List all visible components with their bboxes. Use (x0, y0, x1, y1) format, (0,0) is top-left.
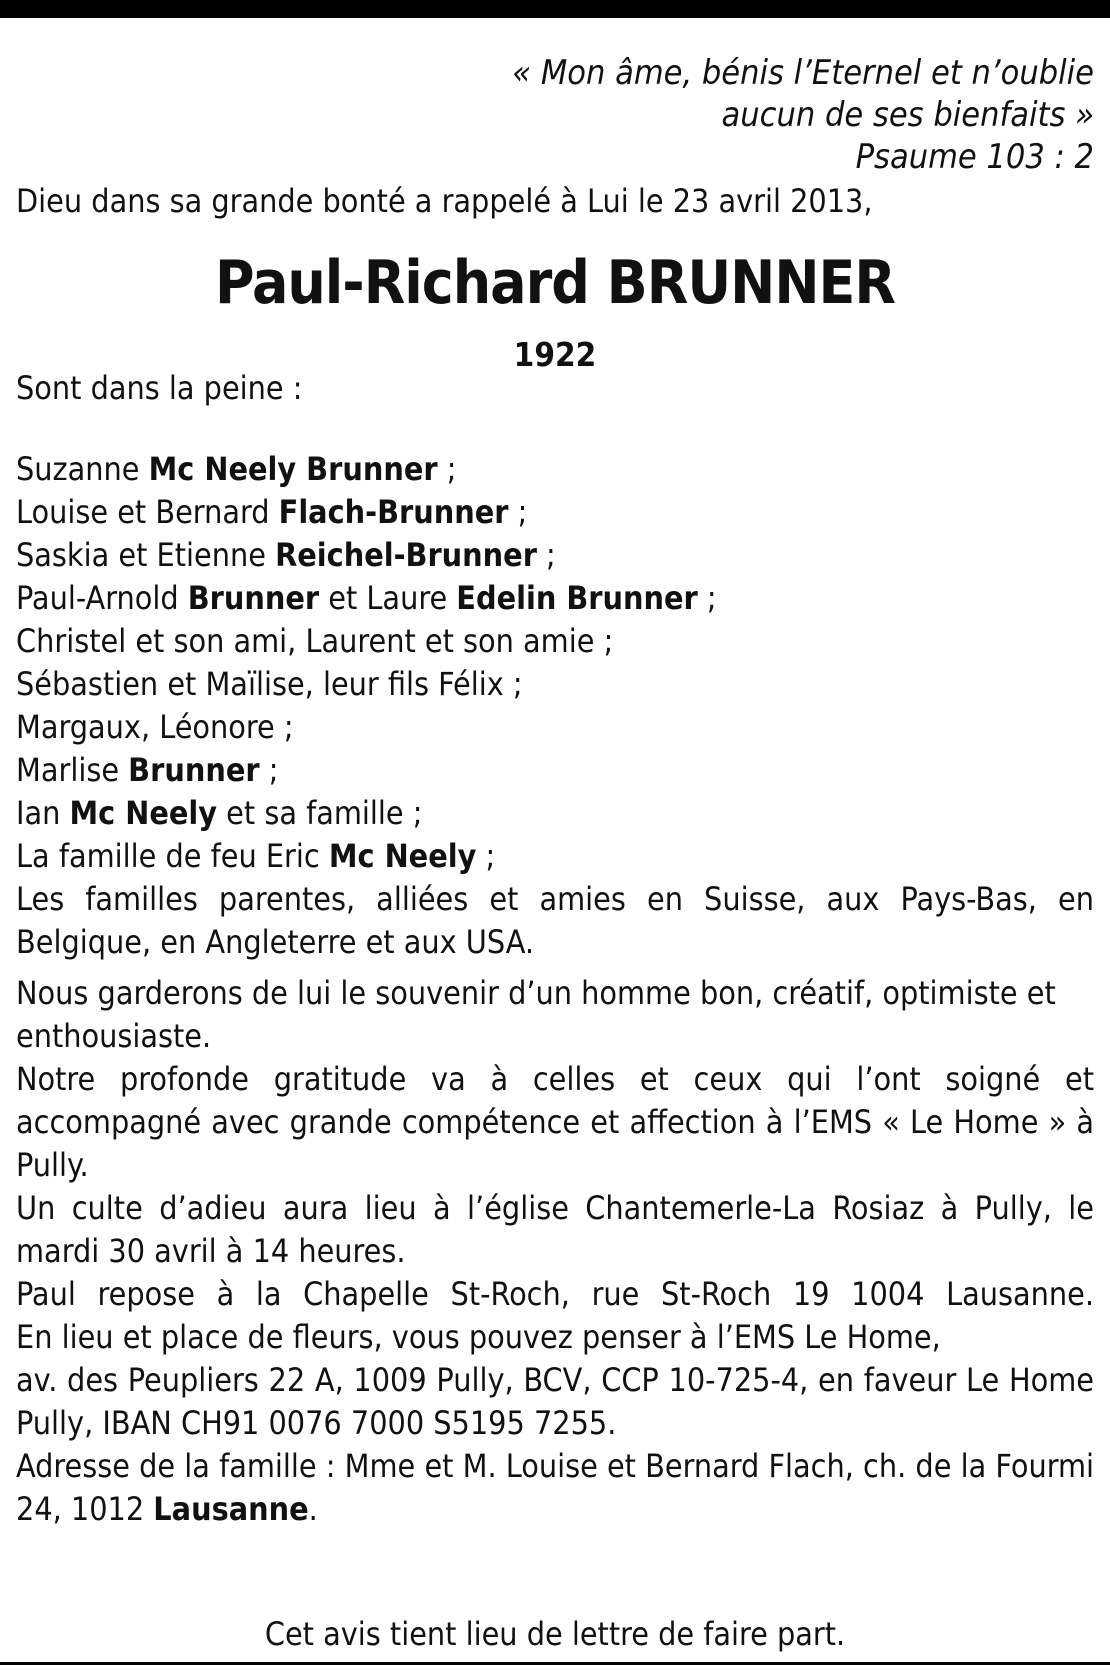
mourner-line: Ian Mc Neely et sa famille ; (16, 794, 423, 832)
top-rule (0, 0, 1110, 18)
closing-paragraphs (16, 972, 1094, 1531)
donation-line-1: En lieu et place de fleurs, vous pouvez penser à l’EMS Le Home, (16, 1318, 941, 1356)
family-address: Adresse de la famille : Mme et M. Louise et Bernard Flach, ch. de la Fourmi 24, 1012 Lausanne. (16, 1447, 1094, 1528)
mourner-line: Saskia et Etienne Reichel-Brunner ; (16, 536, 556, 574)
quote-line-2: aucun de ses bienfaits » (721, 95, 1094, 135)
mourner-line: Sébastien et Maïlise, leur fils Félix ; (16, 665, 523, 703)
families-line-2: Belgique, en Angleterre et aux USA. (16, 923, 534, 961)
gratitude-paragraph: Notre profonde gratitude va à celles et ceux qui l’ont soigné et accompagné avec grande compétence et affection à l’EMS « Le Home » à Pully. (16, 1060, 1094, 1184)
quote-line-1: « Mon âme, bénis l’Eternel et n’oublie (512, 53, 1094, 93)
families-line-1: Les familles parentes, alliées et amies en Suisse, aux Pays-Bas, en (16, 880, 1094, 918)
mourners-list (16, 448, 1094, 964)
mourner-line: Christel et son ami, Laurent et son amie ; (16, 622, 614, 660)
mourner-line: Marlise Brunner ; (16, 751, 279, 789)
deceased-name: Paul-Richard BRUNNER (215, 248, 895, 318)
mourner-line: Margaux, Léonore ; (16, 708, 294, 746)
mourner-line: Paul-Arnold Brunner et Laure Edelin Brunner ; (16, 579, 717, 617)
mourner-line: Suzanne Mc Neely Brunner ; (16, 450, 457, 488)
psalm-quote (512, 52, 1094, 178)
rest-paragraph: Paul repose à la Chapelle St-Roch, rue St-Roch 19 1004 Lausanne. (16, 1275, 1094, 1313)
mourner-line: La famille de feu Eric Mc Neely ; (16, 837, 496, 875)
donation-line-2: av. des Peupliers 22 A, 1009 Pully, BCV, CCP 10-725-4, en faveur Le Home Pully, IBAN CH91 0076 7000 S5195 7255. (16, 1361, 1094, 1442)
mourner-line: Louise et Bernard Flach-Brunner ; (16, 493, 528, 531)
memory-paragraph: Nous garderons de lui le souvenir d’un homme bon, créatif, optimiste et enthousiaste. (16, 974, 1056, 1055)
deceased-year: 1922 (513, 335, 597, 374)
bottom-rule (0, 1662, 1110, 1665)
mourners-heading: Sont dans la peine : (16, 369, 303, 407)
service-paragraph: Un culte d’adieu aura lieu à l’église Chantemerle-La Rosiaz à Pully, le mardi 30 avril à 14 heures. (16, 1189, 1094, 1270)
quote-reference: Psaume 103 : 2 (855, 137, 1094, 177)
closing-note: Cet avis tient lieu de lettre de faire part. (264, 1615, 846, 1653)
intro-sentence: Dieu dans sa grande bonté a rappelé à Lui le 23 avril 2013, (16, 182, 873, 220)
